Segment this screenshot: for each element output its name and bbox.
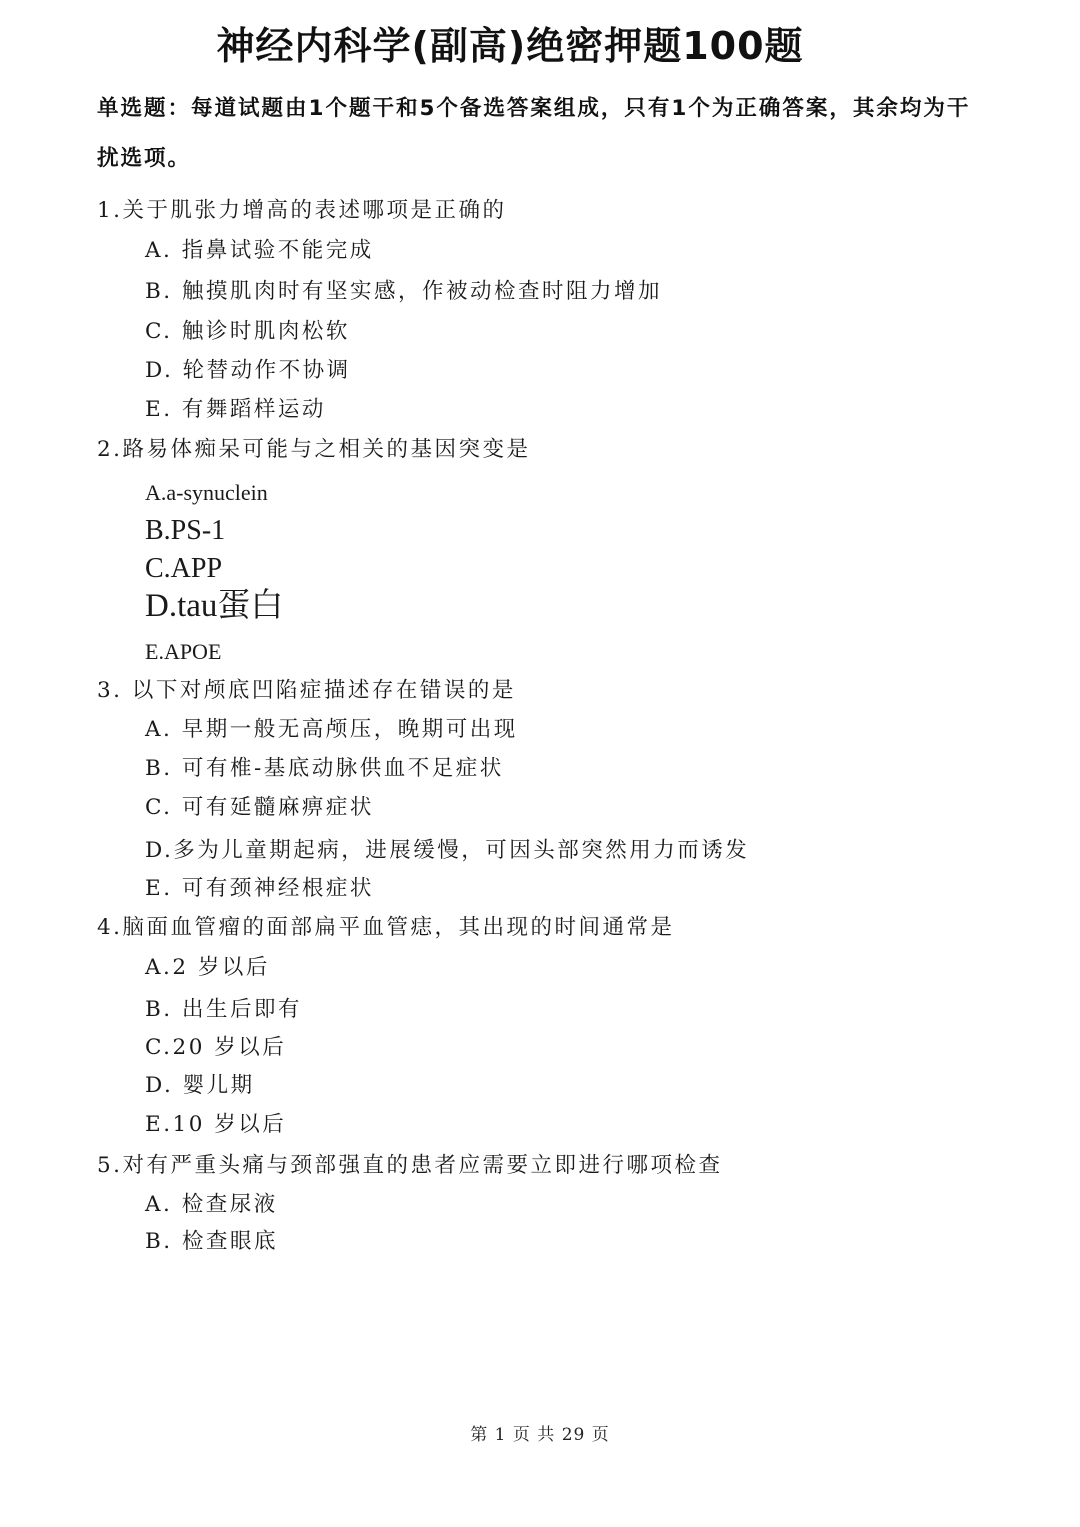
question-3-option-a: A. 早期一般无高颅压，晚期可出现 — [145, 717, 518, 742]
document-title: 神经内科学(副高)绝密押题100题 — [216, 24, 804, 68]
question-5-option-b: B. 检查眼底 — [145, 1229, 278, 1254]
question-5-stem: 5.对有严重头痛与颈部强直的患者应需要立即进行哪项检查 — [97, 1153, 723, 1178]
question-1-option-b: B. 触摸肌肉时有坚实感，作被动检查时阻力增加 — [145, 279, 662, 304]
question-4-option-d: D. 婴儿期 — [145, 1073, 255, 1098]
page-number-footer: 第 1 页 共 29 页 — [470, 1425, 610, 1445]
question-4-option-b: B. 出生后即有 — [145, 997, 302, 1022]
question-4-option-a: A.2 岁以后 — [145, 955, 270, 980]
question-4-stem: 4.脑面血管瘤的面部扁平血管痣，其出现的时间通常是 — [97, 915, 675, 940]
question-3-stem: 3. 以下对颅底凹陷症描述存在错误的是 — [97, 678, 516, 703]
question-1-option-a: A. 指鼻试验不能完成 — [145, 238, 374, 263]
question-3-option-d: D.多为儿童期起病，进展缓慢，可因头部突然用力而诱发 — [145, 838, 750, 863]
question-1-option-d: D. 轮替动作不协调 — [145, 358, 351, 383]
question-2-option-c: C.APP — [145, 553, 223, 584]
question-3-option-c: C. 可有延髓麻痹症状 — [145, 795, 374, 820]
question-5-option-a: A. 检查尿液 — [145, 1192, 278, 1217]
question-2-option-a: A.a-synuclein — [145, 480, 268, 505]
section-instructions: 单选题：每道试题由1个题干和5个备选答案组成，只有1个为正确答案，其余均为干扰选项。 — [97, 96, 971, 171]
question-2-option-d: D.tau蛋白 — [145, 588, 284, 624]
question-3-option-b: B. 可有椎-基底动脉供血不足症状 — [145, 756, 504, 781]
question-3-option-e: E. 可有颈神经根症状 — [145, 876, 374, 901]
question-2-stem: 2.路易体痴呆可能与之相关的基因突变是 — [97, 437, 531, 462]
question-2-option-e: E.APOE — [145, 639, 222, 664]
question-1-option-c: C. 触诊时肌肉松软 — [145, 319, 350, 344]
question-4-option-c: C.20 岁以后 — [145, 1035, 287, 1060]
question-1-stem: 1.关于肌张力增高的表述哪项是正确的 — [97, 198, 507, 223]
question-1-option-e: E. 有舞蹈样运动 — [145, 397, 326, 422]
question-4-option-e: E.10 岁以后 — [145, 1112, 287, 1137]
question-2-option-b: B.PS-1 — [145, 515, 226, 546]
